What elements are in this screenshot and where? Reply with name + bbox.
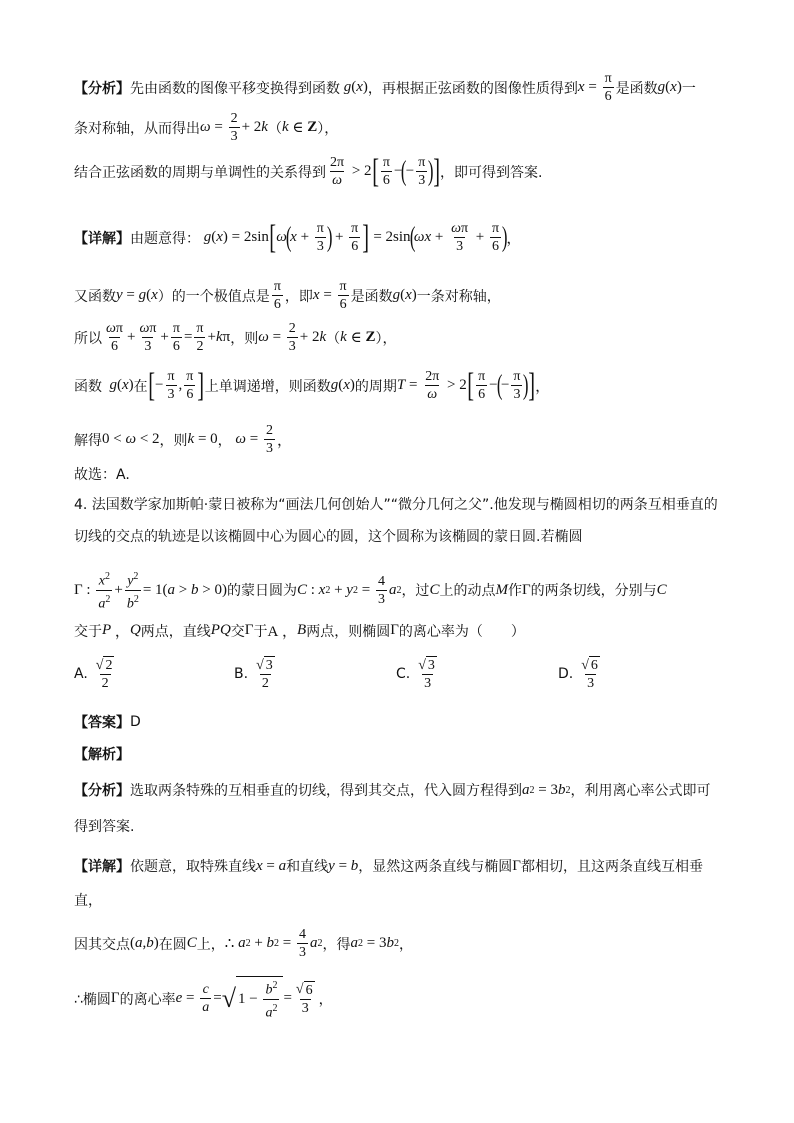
question-line-2: 切线的交点的轨迹是以该椭圆中心为圆心的圆，这个圆称为该椭圆的蒙日圆.若椭圆 [74, 529, 583, 545]
detail2-line-1: 【详解】 依题意，取特殊直线 x = a 和直线 y = b ，显然这两条直线与椭圆 Γ 都相切，且这两条直线互相垂 [74, 857, 703, 875]
option-c[interactable]: C. √ 3 3 [396, 657, 435, 691]
detail2-line-4: ∴椭圆 Γ 的离心率 e = $\frac{c}{a}$ = √ 1 − $\frac{b^2}{a^2}$ = √ 6 3 ， [74, 976, 333, 1021]
detail-line-5: 解得 0 < ω < 2 ，则 k = 0 ， ω = $\frac{2}{3}$ ， [74, 423, 292, 456]
question-line-3: Γ : $\frac{x^2}{a^2}$ + $\frac{y^2}{b^2}$ = 1( a > b > 0) 的蒙日圆为 C : x 2 + y 2 = $\frac{4}{3}$ a 2 ，过 C 上的动点 M 作 Γ 的两条切线，分别与 C [74, 571, 667, 612]
jiexi-line [74, 744, 130, 764]
jiexi-label: 【解析】 [74, 747, 130, 763]
option-d[interactable]: D. √ 6 3 [558, 657, 598, 691]
answer-value: D [130, 714, 141, 730]
detail2-line-3: 因其交点 ( a , b ) 在圆 C 上， ∴ a 2 + b 2 = $\frac{4}{3}$ a 2 ，得 a 2 = 3 b 2 ， [74, 927, 413, 960]
answer-line [74, 712, 141, 732]
detail-line-4: 函数 g ( x ) 在 [ − $\frac{\pi}{3}$ , $\frac{\pi}{6}$ ] 上单调递增，则函数 g ( x ) 的周期 T = $\frac{2\pi}{\omega}$ > 2 [ $\frac{\pi}{6}$ − ( − $\frac{\pi}{3}$ ) ] ， [74, 366, 551, 404]
detail-line-1: 【详解】 由题意得： g ( x ) = 2sin [ ω ( x + $\frac{\pi}{3}$ ) + $\frac{\pi}{6}$ ] = 2sin ( ωx + $\frac{\omega\pi}{3}$ + $\frac{\pi}{6}$ ) ， [74, 218, 522, 256]
analysis-line-2: 条对称轴，从而得出 ω = $\frac{2}{3}$ + 2 k （ k ∈ Z ）， [74, 111, 339, 144]
detail-line-2: 又函数 y = g ( x ）的一个极值点是 $\frac{\pi}{6}$ ，即 x = $\frac{\pi}{6}$ 是函数 g ( x ) 一条对称轴， [74, 279, 501, 312]
detail-label: 【详解】 [74, 230, 130, 247]
analysis2-line-1: 【分析】 选取两条特殊的互相垂直的切线，得到其交点，代入圆方程得到 a 2 = 3 b 2 ，利用离心率公式即可 [74, 781, 711, 799]
option-b[interactable]: B. √ 3 2 [234, 657, 273, 691]
analysis-line-1: 【分析】 先由函数的图像平移变换得到函数 g ( x ) ，再根据正弦函数的图像性质得到 x = $\frac{\pi}{6}$ 是函数 g ( x ) 一 [74, 71, 696, 104]
question-line-1: 4. 法国数学家加斯帕·蒙日被称为“画法几何创始人”“微分几何之父”.他发现与椭圆相切的两条互相垂直的 [74, 497, 718, 513]
option-a[interactable]: A. √ 2 2 [74, 657, 113, 691]
analysis-label: 【分析】 [74, 80, 130, 97]
analysis2-line-2: 得到答案. [74, 819, 135, 835]
detail2-line-2: 直， [74, 893, 102, 909]
answer-label: 【答案】 [74, 715, 130, 731]
choice-line: 故选：A. [74, 467, 130, 483]
question-line-4: 交于 P ， Q 两点，直线 PQ 交 Γ 于 A ， B 两点，则椭圆 Γ 的离心率为（ ） [74, 622, 525, 640]
analysis-line-3: 结合正弦函数的周期与单调性的关系得到 $\frac{2\pi}{\omega}$ > 2 [ $\frac{\pi}{6}$ − ( − $\frac{\pi}{3}$ ) ] ，即可得到答案. [74, 152, 543, 190]
detail-line-3: 所以 $\frac{\omega\pi}{6}$ + $\frac{\omega\pi}{3}$ + $\frac{\pi}{6}$ = $\frac{\pi}{2}$ + k π ，则 ω = $\frac{2}{3}$ + 2 k （ k ∈ Z ）， [74, 321, 397, 354]
